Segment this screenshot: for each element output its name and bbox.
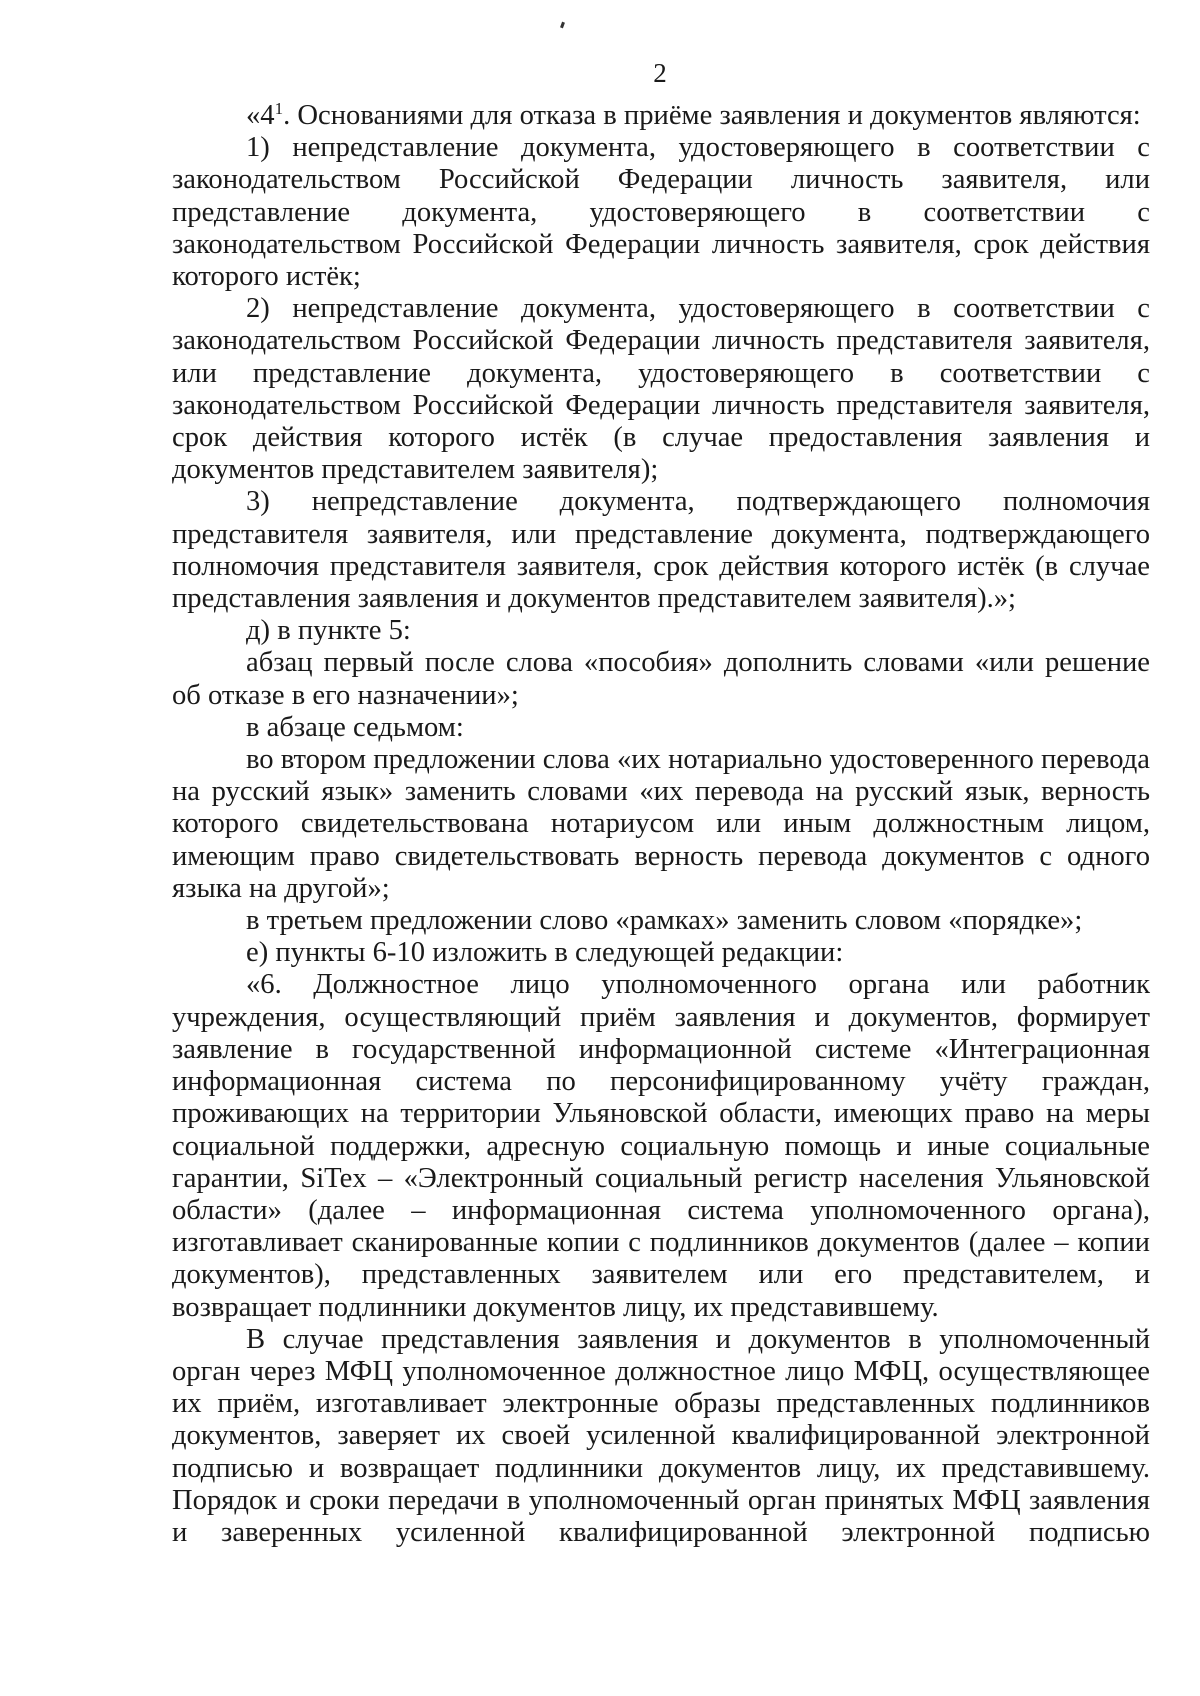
paragraph-abzac-seventh: в абзаце седьмом: bbox=[246, 711, 464, 743]
clause-number: «4 bbox=[246, 100, 275, 131]
paragraph-item-3: 3) непредставление документа, подтверждающего полномочия представителя заявителя, или представление документа, подтверждающего полномочия представителя заявителя, срок действия которого истёк (в случае представления заявления и документов представителем заявителя).»; bbox=[172, 486, 1150, 615]
paragraph-item-1: 1) непредставление документа, удостоверяющего в соответствии с законодательством Российской Федерации личность заявителя, или представление документа, удостоверяющего в соответствии с законодательством Российской Федерации личность заявителя, срок действия которого истёк; bbox=[172, 132, 1150, 293]
clause-heading-text: . Основаниями для отказа в приёме заявления и документов являются: bbox=[283, 100, 1141, 131]
paragraph-subitem-e: е) пункты 6-10 изложить в следующей редакции: bbox=[246, 937, 844, 969]
paragraph-subitem-d: д) в пункте 5: bbox=[246, 615, 411, 647]
page-number: 2 bbox=[653, 58, 667, 88]
paragraph-second-sentence: во втором предложении слова «их нотариально удостоверенного перевода на русский язык» заменить словами «их перевода на русский язык, верность которого свидетельствована нотариусом или иным должностным лицом, имеющим право свидетельствовать верность перевода документов с одного языка на другой»; bbox=[172, 744, 1150, 904]
document-body bbox=[172, 100, 1150, 1549]
paragraph-point-6: «6. Должностное лицо уполномоченного органа или работник учреждения, осуществляющий приём заявления и документов, формирует заявление в государственной информационной системе «Интеграционная информационная система по персонифицированному учёту граждан, проживающих на территории Ульяновской области, имеющих право на меры социальной поддержки, адресную социальную помощь и иные социальные гарантии, SiTex – «Электронный социальный регистр населения Ульяновской области» (далее – информационная система уполномоченного органа), изготавливает сканированные копии с подлинников документов (далее – копии документов), представленных заявителем или его представителем, и возвращает подлинники документов лицу, их представившему. bbox=[172, 969, 1150, 1323]
paragraph-grounds-heading bbox=[172, 100, 1150, 132]
scan-mark bbox=[560, 22, 565, 29]
paragraph-mfc: В случае представления заявления и документов в уполномоченный орган через МФЦ уполномоченное должностное лицо МФЦ, осуществляющее их приём, изготавливает электронные образы представленных подлинников документов, заверяет их своей усиленной квалифицированной электронной подписью и возвращает подлинники документов лицу, их представившему. Порядок и сроки передачи в уполномоченный орган принятых МФЦ заявления и заверенных усиленной квалифицированной электронной подписью bbox=[172, 1323, 1150, 1548]
clause-superscript: 1 bbox=[274, 99, 284, 118]
paragraph-item-2: 2) непредставление документа, удостоверяющего в соответствии с законодательством Российской Федерации личность представителя заявителя, или представление документа, удостоверяющего в соответствии с законодательством Российской Федерации личность представителя заявителя, срок действия которого истёк (в случае предоставления заявления и документов представителем заявителя); bbox=[172, 293, 1150, 486]
paragraph-third-sentence: в третьем предложении слово «рамках» заменить словом «порядке»; bbox=[246, 905, 1083, 937]
paragraph-abzac-first: абзац первый после слова «пособия» дополнить словами «или решение об отказе в его назначении»; bbox=[172, 647, 1150, 711]
